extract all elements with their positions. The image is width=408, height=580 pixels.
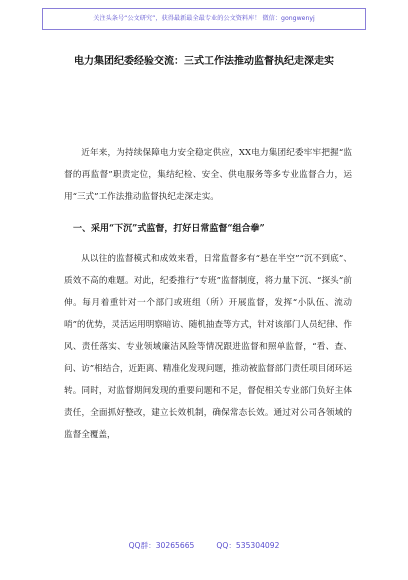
footer-qq: QQ：535304092 [216, 541, 280, 550]
footer-contact [0, 540, 408, 551]
document-title: 电力集团纪委经验交流：三式工作法推动监督执纪走深走实 [74, 56, 334, 67]
header-banner [42, 8, 366, 30]
intro-paragraph: 近年来，为持续保障电力安全稳定供应，XX电力集团纪委牢牢把握“监督的再监督”职责定位，集结纪检、安全、供电服务等多专业监督合力，运用“三式”工作法推动监督执纪走深走实。 [64, 148, 352, 202]
banner-text: 关注头条号“公文研究”，获得最新最全最专业的公文资料库！ 微信：gongwenyj [93, 15, 315, 22]
section-1-paragraph: 从以往的监督模式和成效来看，日常监督多有“悬在半空”“沉不到底”、质效不高的难题。对此，纪委推行“专班”监督制度，将力量下沉、“探头”前伸。每月着重针对一个部门或班组（所）开展监督，发挥“小队伍、流动哨”的优势，灵活运用明察暗访、随机抽查等方式，针对该部门人员纪律、作风、责任落实、专业领域廉洁风险等情况跟进监督和照单监督，“看、查、问、访”相结合，近距离、精准化发现问题，推动被监督部门责任项目闭环运转。同时，对监督期间发现的重要问题和不足，督促相关专业部门负好主体责任，全面抓好整改，建立长效机制，确保常态长效。通过对公司各领域的监督全覆盖， [64, 254, 352, 440]
section-heading-1: 一、采用“下沉”式监督，打好日常监督“组合拳” [73, 224, 265, 234]
document-body [64, 142, 352, 446]
footer-qq-group: QQ群：30265665 [128, 541, 195, 550]
